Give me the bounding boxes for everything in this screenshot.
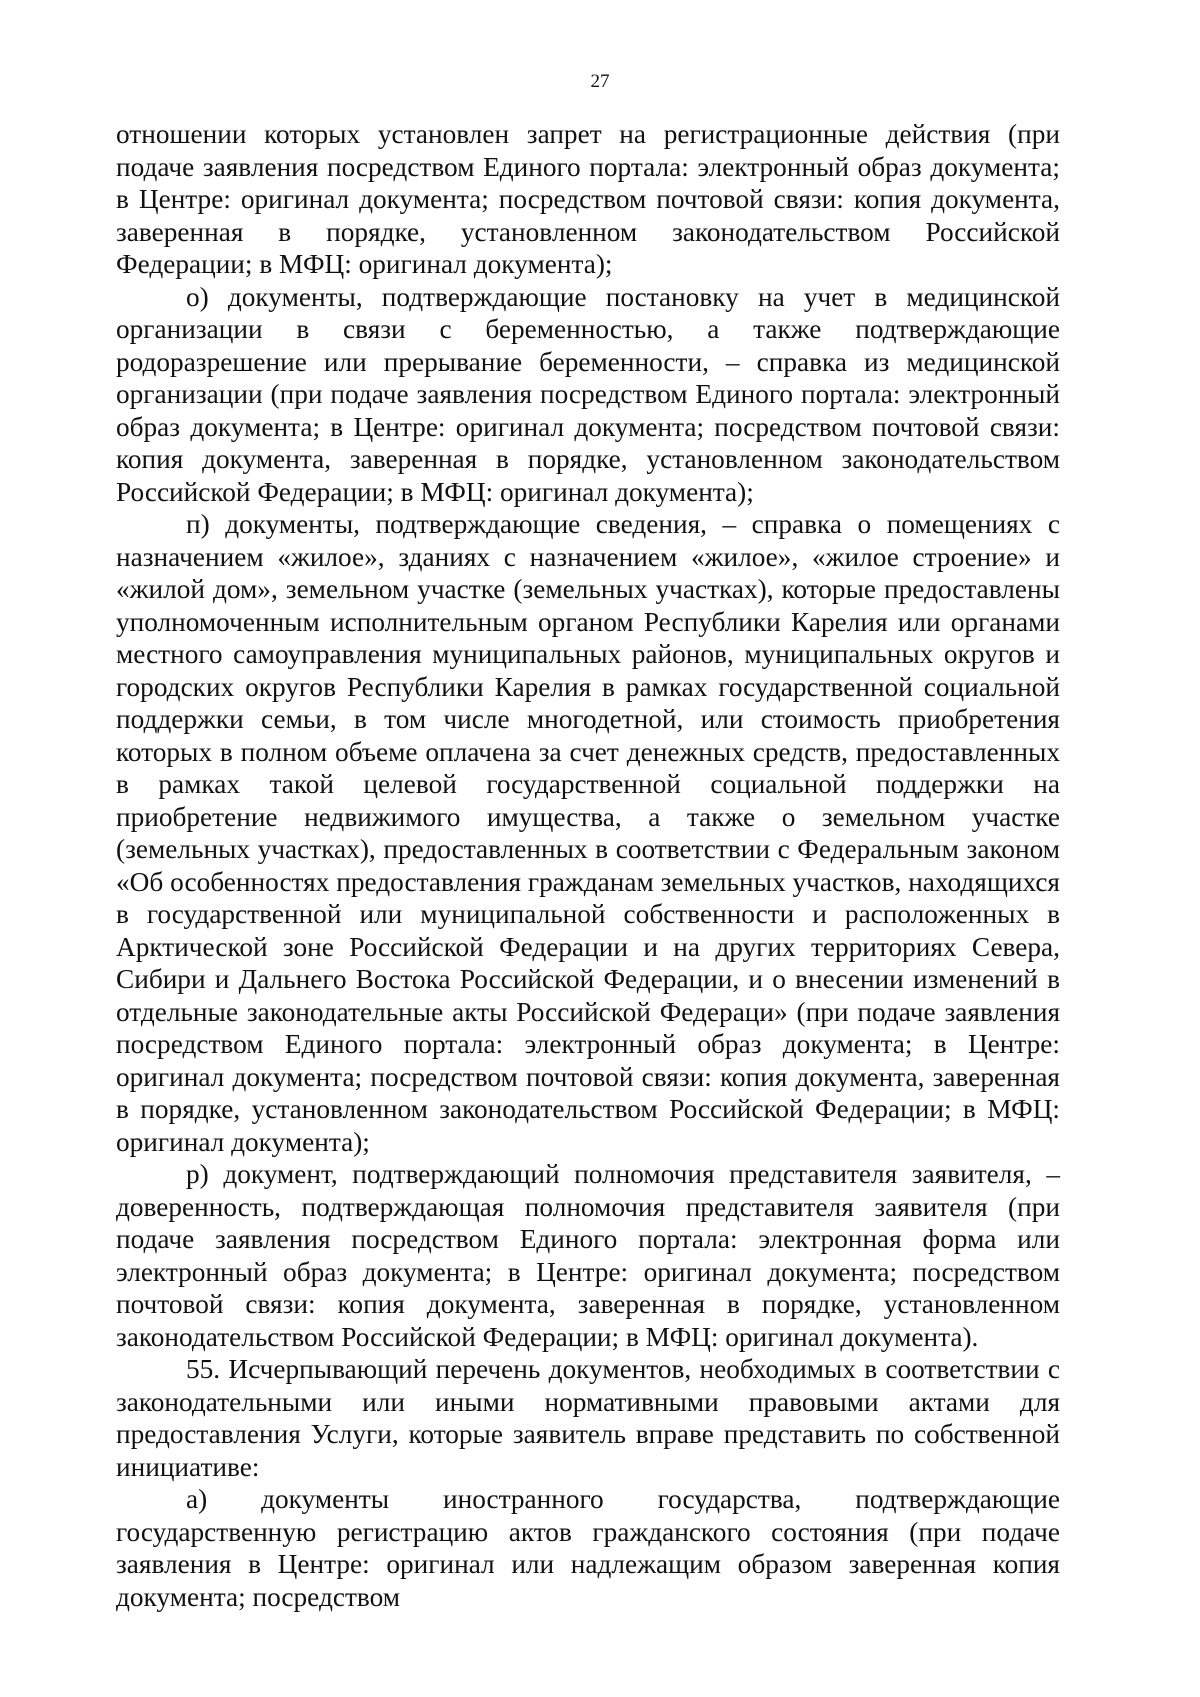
paragraph-item-o: о) документы, подтверждающие постановку на учет в медицинской организации в связи с беременностью, а также подтверждающие родоразрешение или прерывание беременности, – справка из медицинской организации (при подаче заявления посредством Единого портала: электронный образ документа; в Центре: оригинал документа; посредством почтовой связи: копия документа, заверенная в порядке, установленном законодательством Российской Федерации; в МФЦ: оригинал документа);	[116, 281, 1060, 507]
document-body	[116, 118, 1060, 1613]
page-number: 27	[590, 71, 610, 92]
paragraph-continuation: отношении которых установлен запрет на регистрационные действия (при подаче заявления посредством Единого портала: электронный образ документа; в Центре: оригинал документа; посредством почтовой связи: копия документа, заверенная в порядке, установленном законодательством Российской Федерации; в МФЦ: оригинал документа);	[116, 119, 1060, 279]
paragraph-item-p: п) документы, подтверждающие сведения, – справка о помещениях с назначением «жилое», зданиях с назначением «жилое», «жилое строение» и «жилой дом», земельном участке (земельных участках), которые предоставлены уполномоченным исполнительным органом Республики Карелия или органами местного самоуправления муниципальных районов, муниципальных округов и городских округов Республики Карелия в рамках государственной социальной поддержки семьи, в том числе многодетной, или стоимость приобретения которых в полном объеме оплачена за счет денежных средств, предоставленных в рамках такой целевой государственной социальной поддержки на приобретение недвижимого имущества, а также о земельном участке (земельных участках), предоставленных в соответствии с Федеральным законом «Об особенностях предоставления гражданам земельных участков, находящихся в государственной или муниципальной собственности и расположенных в Арктической зоне Российской Федерации и на других территориях Севера, Сибири и Дальнего Востока Российской Федерации, и о внесении изменений в отдельные законодательные акты Российской Федераци» (при подаче заявления посредством Единого портала: электронный образ документа; в Центре: оригинал документа; посредством почтовой связи: копия документа, заверенная в порядке, установленном законодательством Российской Федерации; в МФЦ: оригинал документа);	[116, 509, 1060, 1157]
paragraph-item-r: р) документ, подтверждающий полномочия представителя заявителя, – доверенность, подтверждающая полномочия представителя заявителя (при подаче заявления посредством Единого портала: электронная форма или электронный образ документа; в Центре: оригинал документа; посредством почтовой связи: копия документа, заверенная в порядке, установленном законодательством Российской Федерации; в МФЦ: оригинал документа).	[116, 1159, 1060, 1352]
paragraph-clause-55: 55. Исчерпывающий перечень документов, необходимых в соответствии с законодательными или иными нормативными правовыми актами для предоставления Услуги, которые заявитель вправе представить по собственной инициативе:	[116, 1354, 1060, 1482]
paragraph-item-a: а) документы иностранного государства, подтверждающие государственную регистрацию актов гражданского состояния (при подаче заявления в Центре: оригинал или надлежащим образом заверенная копия документа; посредством	[116, 1484, 1060, 1612]
